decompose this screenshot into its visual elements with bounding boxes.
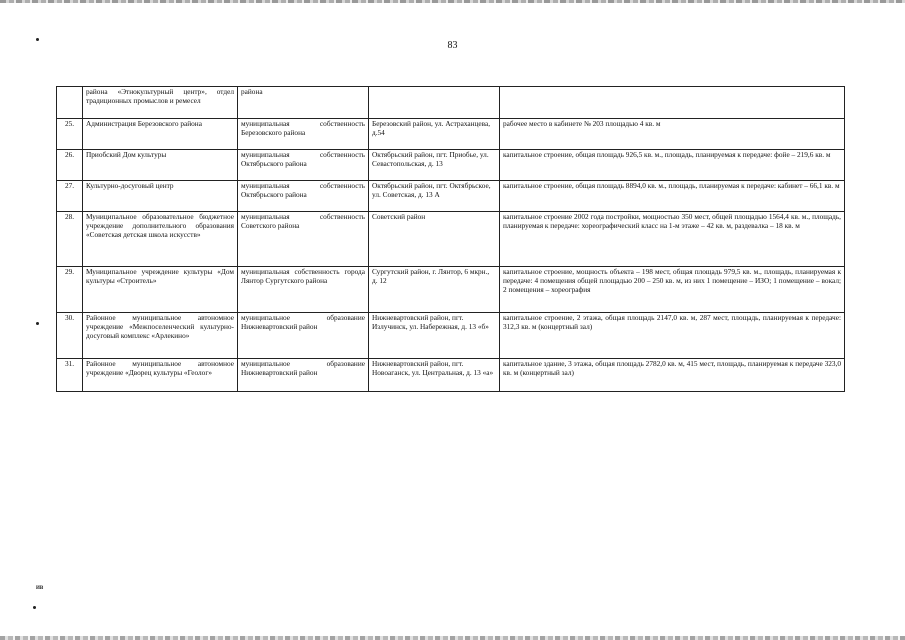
premises-description: капитальное здание, 3 этажа, общая площадь 2782,0 кв. м, 415 мест, площадь, планируемая к передаче 323,0 кв. м (концертный зал): [500, 359, 845, 392]
premises-description: капитальное строение, общая площадь 8894,0 кв. м., площадь, планируемая к передаче: кабинет – 66,1 кв. м: [500, 181, 845, 212]
address: [369, 87, 500, 119]
scan-speck: [36, 322, 39, 325]
table-row: [57, 119, 845, 150]
row-number: 28.: [57, 212, 83, 267]
premises-description: капитальное строение, 2 этажа, общая площадь 2147,0 кв. м, 287 мест, площадь, планируемая к передаче: 312,3 кв. м (концертный зал): [500, 313, 845, 359]
ownership: муниципальная собственность города Лянтор Сургутского района: [238, 267, 369, 313]
table-row: [57, 267, 845, 313]
address: Октябрьский район, пгт. Приобье, ул. Севастопольская, д. 13: [369, 150, 500, 181]
institution-name: Культурно-досуговый центр: [83, 181, 238, 212]
institution-name: Приобский Дом культуры: [83, 150, 238, 181]
scan-edge-bottom: [0, 636, 905, 640]
scan-speck: [33, 606, 36, 609]
address: Советский район: [369, 212, 500, 267]
ownership: муниципальная собственность Октябрьского района: [238, 181, 369, 212]
row-number: 30.: [57, 313, 83, 359]
institution-name: района «Этнокультурный центр», отдел традиционных промыслов и ремесел: [83, 87, 238, 119]
table-row: [57, 313, 845, 359]
ownership: муниципальное образование Нижневартовский район: [238, 313, 369, 359]
premises-description: рабочее место в кабинете № 203 площадью 4 кв. м: [500, 119, 845, 150]
premises-description: капитальное строение 2002 года постройки, мощностью 350 мест, общей площадью 1564,4 кв. м., площадь, планируемая к передаче: хореографический класс на 1-м этаже – 42 кв. м, раздевалка – 18 кв. м: [500, 212, 845, 267]
address: Нижневартовский район, пгт. Новоаганск, ул. Центральная, д. 13 «а»: [369, 359, 500, 392]
institution-name: Районное муниципальное автономное учреждение «Дворец культуры «Геолог»: [83, 359, 238, 392]
margin-mark: ИВ: [36, 586, 44, 591]
row-number: 27.: [57, 181, 83, 212]
row-number: 26.: [57, 150, 83, 181]
table-row: [57, 150, 845, 181]
ownership: муниципальная собственность Октябрьского района: [238, 150, 369, 181]
institution-name: Районное муниципальное автономное учреждение «Межпоселенческий культурно-досуговый комплекс «Арлекино»: [83, 313, 238, 359]
table-row: [57, 87, 845, 119]
ownership: муниципальная собственность Советского района: [238, 212, 369, 267]
address: Нижневартовский район, пгт. Излучинск, ул. Набережная, д. 13 «б»: [369, 313, 500, 359]
table-row: [57, 359, 845, 392]
institution-name: Администрация Березовского района: [83, 119, 238, 150]
scan-edge-top: [0, 0, 905, 3]
row-number: 25.: [57, 119, 83, 150]
ownership: района: [238, 87, 369, 119]
row-number: [57, 87, 83, 119]
row-number: 31.: [57, 359, 83, 392]
address: Березовский район, ул. Астраханцева, д.54: [369, 119, 500, 150]
ownership: муниципальное образование Нижневартовский район: [238, 359, 369, 392]
facilities-table: [56, 86, 845, 392]
address: Октябрьский район, пгт. Октябрьское, ул. Советская, д. 13 А: [369, 181, 500, 212]
page-number: 83: [447, 40, 458, 51]
table-row: [57, 181, 845, 212]
premises-description: капитальное строение, мощность объекта – 198 мест, общая площадь 979,5 кв. м., площадь, планируемая к передаче: 4 помещения общей площадью 200 – 250 кв. м, из них 1 помещение – ИЗО; 1 помещение – вокал; 2 помещения – хореография: [500, 267, 845, 313]
ownership: муниципальная собственность Березовского района: [238, 119, 369, 150]
institution-name: Муниципальное образовательное бюджетное учреждение дополнительного образования «Советская детская школа искусств»: [83, 212, 238, 267]
row-number: 29.: [57, 267, 83, 313]
address: Сургутский район, г. Лянтор, 6 мкрн., д. 12: [369, 267, 500, 313]
premises-description: [500, 87, 845, 119]
premises-description: капитальное строение, общая площадь 926,5 кв. м., площадь, планируемая к передаче: фойе – 219,6 кв. м: [500, 150, 845, 181]
institution-name: Муниципальное учреждение культуры «Дом культуры «Строитель»: [83, 267, 238, 313]
table-row: [57, 212, 845, 267]
